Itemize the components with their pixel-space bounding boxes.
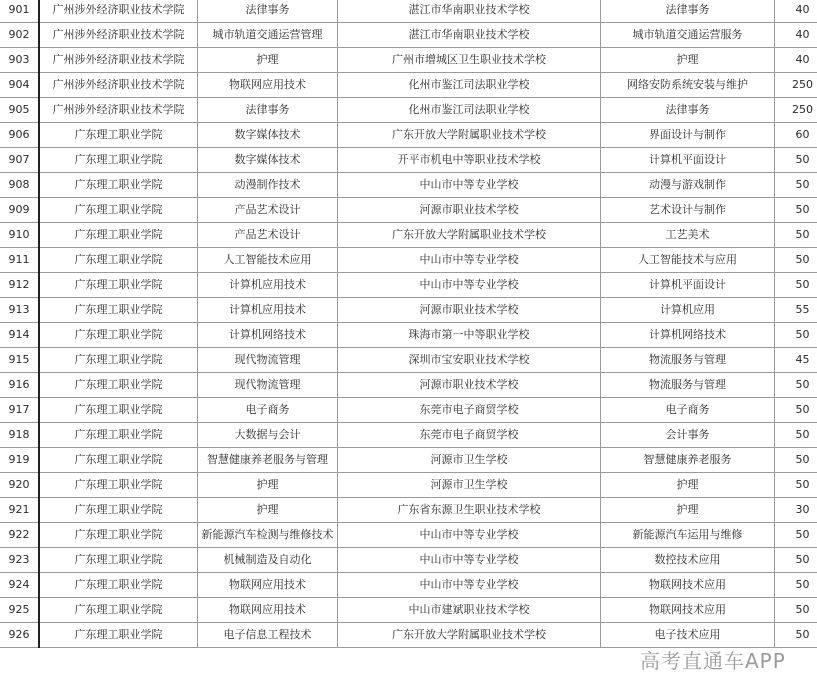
- row-number-cell: 904: [0, 73, 39, 98]
- table-row: [0, 623, 817, 648]
- row-number-cell: 915: [0, 348, 39, 373]
- row-number-cell: 908: [0, 173, 39, 198]
- college-major-cell: 物联网应用技术: [198, 73, 338, 98]
- quota-cell: 50: [775, 473, 817, 498]
- partner-school-cell: 中山市中等专业学校: [338, 548, 601, 573]
- quota-cell: 50: [775, 223, 817, 248]
- table-row: [0, 148, 817, 173]
- college-cell: 广东理工职业学院: [39, 523, 198, 548]
- table-row: [0, 98, 817, 123]
- college-major-cell: 现代物流管理: [198, 373, 338, 398]
- quota-cell: 50: [775, 523, 817, 548]
- partner-school-cell: 深圳市宝安职业技术学校: [338, 348, 601, 373]
- college-cell: 广东理工职业学院: [39, 473, 198, 498]
- quota-cell: 250: [775, 98, 817, 123]
- partner-school-cell: 河源市卫生学校: [338, 448, 601, 473]
- college-major-cell: 人工智能技术应用: [198, 248, 338, 273]
- quota-cell: 50: [775, 598, 817, 623]
- school-major-cell: 计算机网络技术: [601, 323, 775, 348]
- table-row: [0, 298, 817, 323]
- quota-cell: 30: [775, 498, 817, 523]
- row-number-cell: 925: [0, 598, 39, 623]
- school-major-cell: 物联网技术应用: [601, 573, 775, 598]
- college-cell: 广东理工职业学院: [39, 498, 198, 523]
- college-cell: 广州涉外经济职业技术学院: [39, 48, 198, 73]
- row-number-cell: 919: [0, 448, 39, 473]
- partner-school-cell: 河源市职业技术学校: [338, 298, 601, 323]
- college-major-cell: 动漫制作技术: [198, 173, 338, 198]
- row-number-cell: 905: [0, 98, 39, 123]
- table-row: [0, 173, 817, 198]
- table-row: [0, 523, 817, 548]
- table-row: [0, 473, 817, 498]
- table-row: [0, 448, 817, 473]
- quota-cell: 50: [775, 248, 817, 273]
- college-cell: 广东理工职业学院: [39, 223, 198, 248]
- partner-school-cell: 珠海市第一中等职业学校: [338, 323, 601, 348]
- college-major-cell: 数字媒体技术: [198, 123, 338, 148]
- college-cell: 广州涉外经济职业技术学院: [39, 98, 198, 123]
- table-row: [0, 0, 817, 23]
- quota-cell: 250: [775, 73, 817, 98]
- college-major-cell: 计算机应用技术: [198, 273, 338, 298]
- college-cell: 广东理工职业学院: [39, 173, 198, 198]
- partner-school-cell: 中山市中等专业学校: [338, 573, 601, 598]
- table-row: [0, 423, 817, 448]
- row-number-cell: 901: [0, 0, 39, 23]
- school-major-cell: 计算机平面设计: [601, 273, 775, 298]
- quota-cell: 50: [775, 548, 817, 573]
- quota-cell: 50: [775, 623, 817, 648]
- partner-school-cell: 广东开放大学附属职业技术学校: [338, 223, 601, 248]
- partner-school-cell: 广州市增城区卫生职业技术学校: [338, 48, 601, 73]
- college-cell: 广州涉外经济职业技术学院: [39, 0, 198, 23]
- college-major-cell: 物联网应用技术: [198, 598, 338, 623]
- school-major-cell: 网络安防系统安装与维护: [601, 73, 775, 98]
- quota-cell: 50: [775, 448, 817, 473]
- table-row: [0, 498, 817, 523]
- table-row: [0, 273, 817, 298]
- row-number-cell: 918: [0, 423, 39, 448]
- college-major-cell: 智慧健康养老服务与管理: [198, 448, 338, 473]
- college-major-cell: 计算机网络技术: [198, 323, 338, 348]
- college-major-cell: 电子商务: [198, 398, 338, 423]
- quota-cell: 50: [775, 398, 817, 423]
- quota-cell: 50: [775, 423, 817, 448]
- school-major-cell: 法律事务: [601, 0, 775, 23]
- school-major-cell: 会计事务: [601, 423, 775, 448]
- table-row: [0, 248, 817, 273]
- row-number-cell: 922: [0, 523, 39, 548]
- partner-school-cell: 湛江市华南职业技术学校: [338, 23, 601, 48]
- quota-cell: 50: [775, 173, 817, 198]
- college-cell: 广东理工职业学院: [39, 398, 198, 423]
- watermark: 高考直通车APP: [640, 649, 786, 673]
- quota-cell: 45: [775, 348, 817, 373]
- school-major-cell: 电子商务: [601, 398, 775, 423]
- row-number-cell: 921: [0, 498, 39, 523]
- college-cell: 广东理工职业学院: [39, 123, 198, 148]
- school-major-cell: 界面设计与制作: [601, 123, 775, 148]
- table-row: [0, 373, 817, 398]
- table-row: [0, 198, 817, 223]
- table-row: [0, 48, 817, 73]
- school-major-cell: 护理: [601, 473, 775, 498]
- quota-cell: 50: [775, 373, 817, 398]
- quota-cell: 55: [775, 298, 817, 323]
- quota-cell: 50: [775, 323, 817, 348]
- college-major-cell: 产品艺术设计: [198, 198, 338, 223]
- row-number-cell: 912: [0, 273, 39, 298]
- table-row: [0, 348, 817, 373]
- row-number-cell: 914: [0, 323, 39, 348]
- college-cell: 广东理工职业学院: [39, 348, 198, 373]
- school-major-cell: 人工智能技术与应用: [601, 248, 775, 273]
- row-number-cell: 913: [0, 298, 39, 323]
- quota-cell: 50: [775, 148, 817, 173]
- school-major-cell: 城市轨道交通运营服务: [601, 23, 775, 48]
- row-number-cell: 903: [0, 48, 39, 73]
- school-major-cell: 物流服务与管理: [601, 348, 775, 373]
- table-row: [0, 73, 817, 98]
- college-cell: 广东理工职业学院: [39, 273, 198, 298]
- school-major-cell: 电子技术应用: [601, 623, 775, 648]
- college-cell: 广东理工职业学院: [39, 573, 198, 598]
- school-major-cell: 护理: [601, 48, 775, 73]
- college-major-cell: 计算机应用技术: [198, 298, 338, 323]
- college-major-cell: 机械制造及自动化: [198, 548, 338, 573]
- college-cell: 广东理工职业学院: [39, 548, 198, 573]
- row-number-cell: 926: [0, 623, 39, 648]
- partner-school-cell: 广东开放大学附属职业技术学校: [338, 623, 601, 648]
- school-major-cell: 新能源汽车运用与维修: [601, 523, 775, 548]
- partner-school-cell: 广东开放大学附属职业技术学校: [338, 123, 601, 148]
- partner-school-cell: 东莞市电子商贸学校: [338, 398, 601, 423]
- school-major-cell: 智慧健康养老服务: [601, 448, 775, 473]
- quota-cell: 40: [775, 48, 817, 73]
- school-major-cell: 计算机平面设计: [601, 148, 775, 173]
- college-major-cell: 新能源汽车检测与维修技术: [198, 523, 338, 548]
- college-cell: 广东理工职业学院: [39, 248, 198, 273]
- college-cell: 广州涉外经济职业技术学院: [39, 73, 198, 98]
- college-cell: 广东理工职业学院: [39, 198, 198, 223]
- college-major-cell: 产品艺术设计: [198, 223, 338, 248]
- partner-school-cell: 化州市鉴江司法职业学校: [338, 73, 601, 98]
- quota-cell: 50: [775, 573, 817, 598]
- school-major-cell: 物联网技术应用: [601, 598, 775, 623]
- quota-cell: 40: [775, 23, 817, 48]
- table-row: [0, 548, 817, 573]
- school-major-cell: 计算机应用: [601, 298, 775, 323]
- row-number-cell: 920: [0, 473, 39, 498]
- table-row: [0, 398, 817, 423]
- partner-school-cell: 化州市鉴江司法职业学校: [338, 98, 601, 123]
- partner-school-cell: 中山市中等专业学校: [338, 173, 601, 198]
- quota-cell: 50: [775, 273, 817, 298]
- school-major-cell: 数控技术应用: [601, 548, 775, 573]
- college-cell: 广东理工职业学院: [39, 298, 198, 323]
- quota-cell: 40: [775, 0, 817, 23]
- college-major-cell: 现代物流管理: [198, 348, 338, 373]
- college-major-cell: 护理: [198, 48, 338, 73]
- row-number-cell: 916: [0, 373, 39, 398]
- school-major-cell: 物流服务与管理: [601, 373, 775, 398]
- college-cell: 广州涉外经济职业技术学院: [39, 23, 198, 48]
- school-major-cell: 工艺美术: [601, 223, 775, 248]
- row-number-cell: 910: [0, 223, 39, 248]
- college-major-cell: 城市轨道交通运营管理: [198, 23, 338, 48]
- row-number-cell: 907: [0, 148, 39, 173]
- college-cell: 广东理工职业学院: [39, 373, 198, 398]
- table-row: [0, 123, 817, 148]
- row-number-cell: 909: [0, 198, 39, 223]
- college-major-cell: 护理: [198, 498, 338, 523]
- college-cell: 广东理工职业学院: [39, 598, 198, 623]
- table-row: [0, 23, 817, 48]
- partner-school-cell: 河源市卫生学校: [338, 473, 601, 498]
- partner-school-cell: 中山市中等专业学校: [338, 273, 601, 298]
- college-cell: 广东理工职业学院: [39, 423, 198, 448]
- quota-cell: 60: [775, 123, 817, 148]
- partner-school-cell: 中山市中等专业学校: [338, 248, 601, 273]
- college-major-cell: 物联网应用技术: [198, 573, 338, 598]
- table-row: [0, 598, 817, 623]
- table-row: [0, 323, 817, 348]
- college-cell: 广东理工职业学院: [39, 323, 198, 348]
- college-major-cell: 电子信息工程技术: [198, 623, 338, 648]
- college-cell: 广东理工职业学院: [39, 448, 198, 473]
- school-major-cell: 护理: [601, 498, 775, 523]
- school-major-cell: 艺术设计与制作: [601, 198, 775, 223]
- partner-school-cell: 开平市机电中等职业技术学校: [338, 148, 601, 173]
- college-cell: 广东理工职业学院: [39, 623, 198, 648]
- row-number-cell: 906: [0, 123, 39, 148]
- partner-school-cell: 河源市职业技术学校: [338, 373, 601, 398]
- row-number-cell: 902: [0, 23, 39, 48]
- college-cell: 广东理工职业学院: [39, 148, 198, 173]
- college-major-cell: 数字媒体技术: [198, 148, 338, 173]
- row-number-cell: 917: [0, 398, 39, 423]
- row-number-cell: 911: [0, 248, 39, 273]
- table-row: [0, 573, 817, 598]
- partner-school-cell: 中山市中等专业学校: [338, 523, 601, 548]
- college-major-cell: 护理: [198, 473, 338, 498]
- college-major-cell: 法律事务: [198, 98, 338, 123]
- school-major-cell: 法律事务: [601, 98, 775, 123]
- table-row: [0, 223, 817, 248]
- partner-school-cell: 中山市建斌职业技术学校: [338, 598, 601, 623]
- partner-school-cell: 湛江市华南职业技术学校: [338, 0, 601, 23]
- row-number-cell: 923: [0, 548, 39, 573]
- college-major-cell: 法律事务: [198, 0, 338, 23]
- school-major-cell: 动漫与游戏制作: [601, 173, 775, 198]
- partner-school-cell: 河源市职业技术学校: [338, 198, 601, 223]
- partner-school-cell: 东莞市电子商贸学校: [338, 423, 601, 448]
- college-major-cell: 大数据与会计: [198, 423, 338, 448]
- row-number-cell: 924: [0, 573, 39, 598]
- quota-cell: 50: [775, 198, 817, 223]
- partner-school-cell: 广东省东源卫生职业技术学校: [338, 498, 601, 523]
